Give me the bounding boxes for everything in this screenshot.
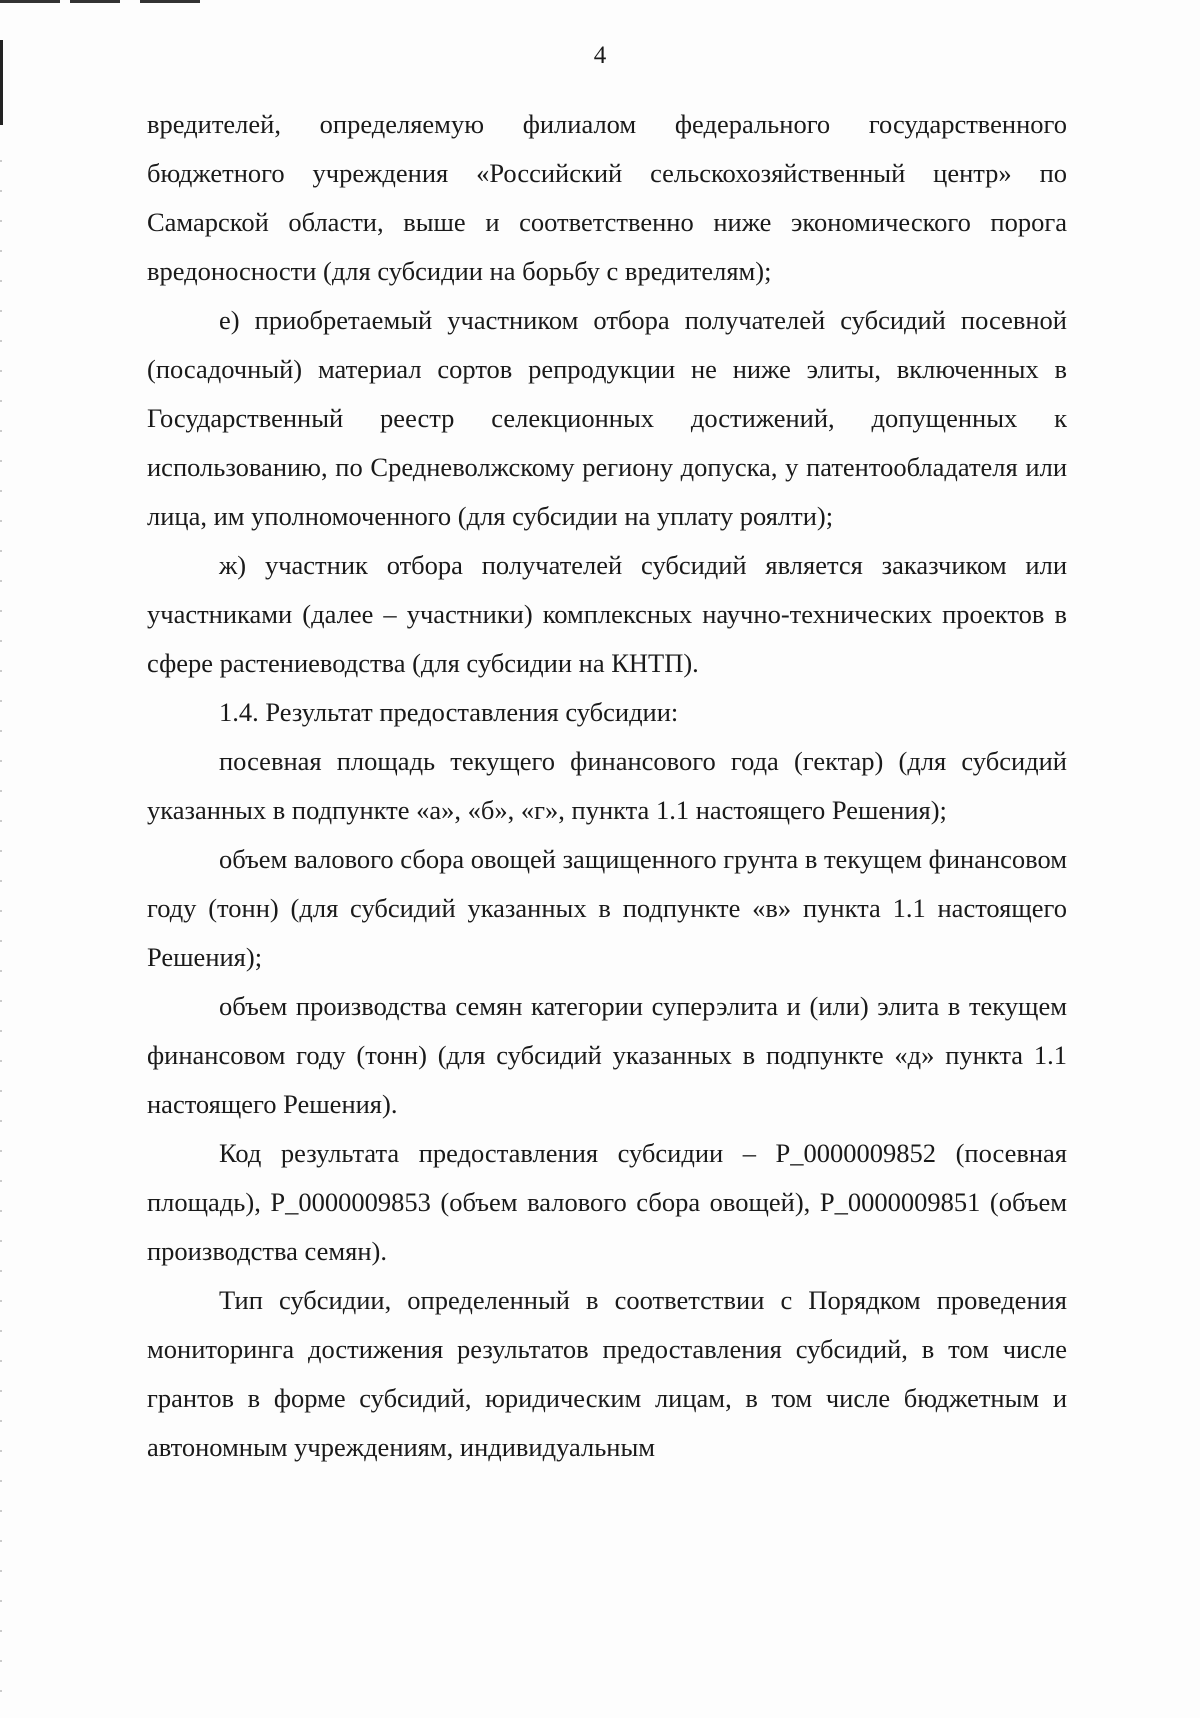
paragraph-seed-production: объем производства семян категории суперэлита и (или) элита в текущем финансовом году (тонн) (для субсидий указанных в подпункте «д» пункта 1.1 настоящего Решения).	[147, 991, 1067, 1119]
page-number: 4	[593, 42, 607, 69]
paragraph-item-e: е) приобретаемый участником отбора получателей субсидий посевной (посадочный) материал сортов репродукции не ниже элиты, включенных в Государственный реестр селекционных достижений, допущенных к использованию, по Средневолжскому региону допуска, у патентообладателя или лица, им уполномоченного (для субсидии на уплату роялти);	[147, 305, 1067, 531]
section-heading-1-4: 1.4. Результат предоставления субсидии:	[219, 697, 679, 727]
scan-artifact-left-dots	[0, 160, 2, 1710]
paragraph-result-code: Код результата предоставления субсидии – P_0000009852 (посевная площадь), P_0000009853 (объем валового сбора овощей), P_0000009851 (объем производства семян).	[147, 1138, 1067, 1266]
paragraph-item-zh: ж) участник отбора получателей субсидий является заказчиком или участниками (далее – участники) комплексных научно-технических проектов в сфере растениеводства (для субсидии на КНТП).	[147, 550, 1067, 678]
paragraph-vegetable-harvest: объем валового сбора овощей защищенного грунта в текущем финансовом году (тонн) (для субсидий указанных в подпункте «в» пункта 1.1 настоящего Решения);	[147, 844, 1067, 972]
scan-artifact-top	[0, 0, 200, 3]
paragraph-sown-area: посевная площадь текущего финансового года (гектар) (для субсидий указанных в подпункте «а», «б», «г», пункта 1.1 настоящего Решения);	[147, 746, 1067, 825]
document-body	[147, 100, 1067, 1472]
paragraph-continuation: вредителей, определяемую филиалом федерального государственного бюджетного учреждения «Российский сельскохозяйственный центр» по Самарской области, выше и соответственно ниже экономического порога вредоносности (для субсидии на борьбу с вредителям);	[147, 109, 1067, 286]
paragraph-subsidy-type: Тип субсидии, определенный в соответствии с Порядком проведения мониторинга достижения результатов предоставления субсидий, в том числе грантов в форме субсидий, юридическим лицам, в том числе бюджетным и автономным учреждениям, индивидуальным	[147, 1285, 1067, 1462]
